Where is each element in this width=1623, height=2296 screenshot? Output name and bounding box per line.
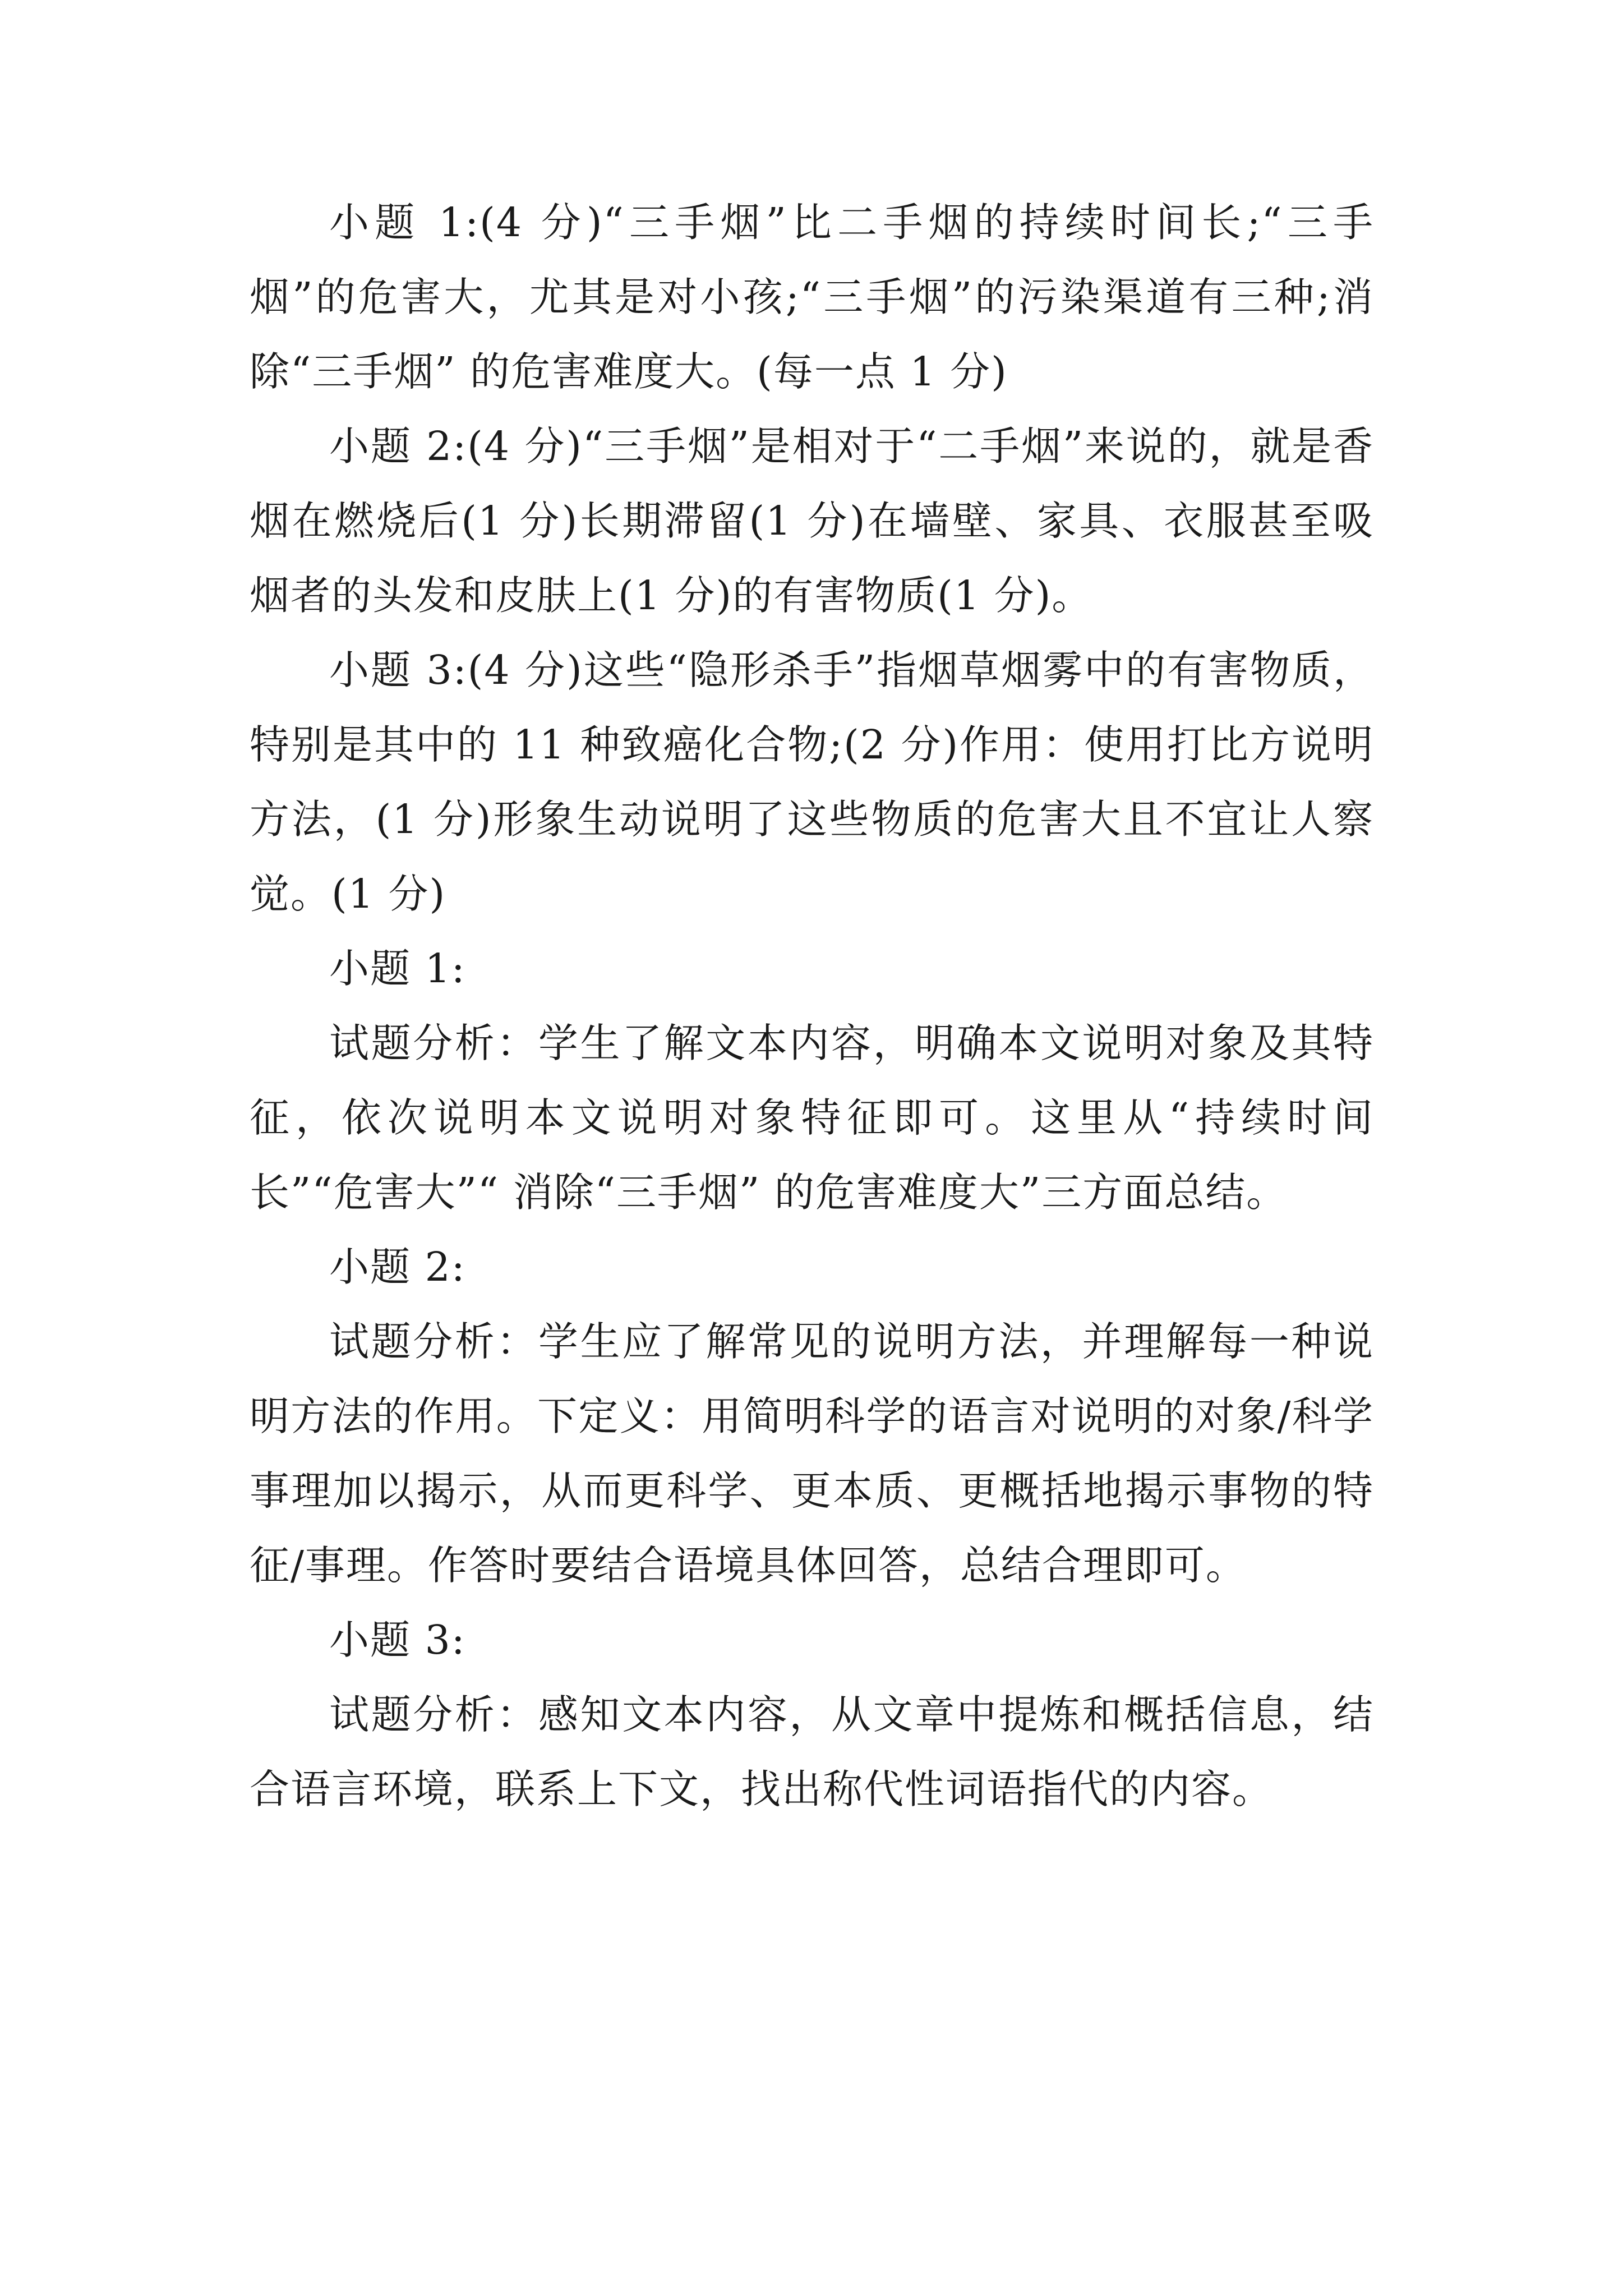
analysis-q2-text: 试题分析：学生应了解常见的说明方法，并理解每一种说明方法的作用。下定义：用简明科学的语言对说明的对象/科学事理加以揭示，从而更科学、更本质、更概括地揭示事物的特征/事理。作答时要结合语境具体回答，总结合理即可。 bbox=[250, 1318, 1374, 1589]
analysis-q1-text: 试题分析：学生了解文本内容，明确本文说明对象及其特征，依次说明本文说明对象特征即可。这里从“持续时间长”“危害大”“ 消除“三手烟” 的危害难度大”三方面总结。 bbox=[250, 1020, 1374, 1216]
document-body bbox=[250, 185, 1374, 1826]
analysis-q3-text: 试题分析：感知文本内容，从文章中提炼和概括信息，结合语言环境，联系上下文，找出称代性词语指代的内容。 bbox=[250, 1691, 1374, 1812]
analysis-q1-heading: 小题 1: bbox=[329, 945, 466, 992]
analysis-q3-heading: 小题 3: bbox=[329, 1617, 466, 1663]
answer-q1: 小题 1:(4 分)“三手烟”比二手烟的持续时间长;“三手烟”的危害大，尤其是对小孩;“三手烟”的污染渠道有三种;消除“三手烟” 的危害难度大。(每一点 1 分) bbox=[250, 199, 1374, 395]
answer-q2: 小题 2:(4 分)“三手烟”是相对于“二手烟”来说的，就是香烟在燃烧后(1 分)长期滞留(1 分)在墙壁、家具、衣服甚至吸烟者的头发和皮肤上(1 分)的有害物质(1 分)。 bbox=[250, 423, 1374, 619]
answer-q3: 小题 3:(4 分)这些“隐形杀手”指烟草烟雾中的有害物质，特别是其中的 11 种致癌化合物;(2 分)作用：使用打比方说明方法，(1 分)形象生动说明了这些物质的危害大且不宜让人察觉。(1 分) bbox=[250, 647, 1374, 917]
analysis-q2-heading: 小题 2: bbox=[329, 1244, 466, 1290]
